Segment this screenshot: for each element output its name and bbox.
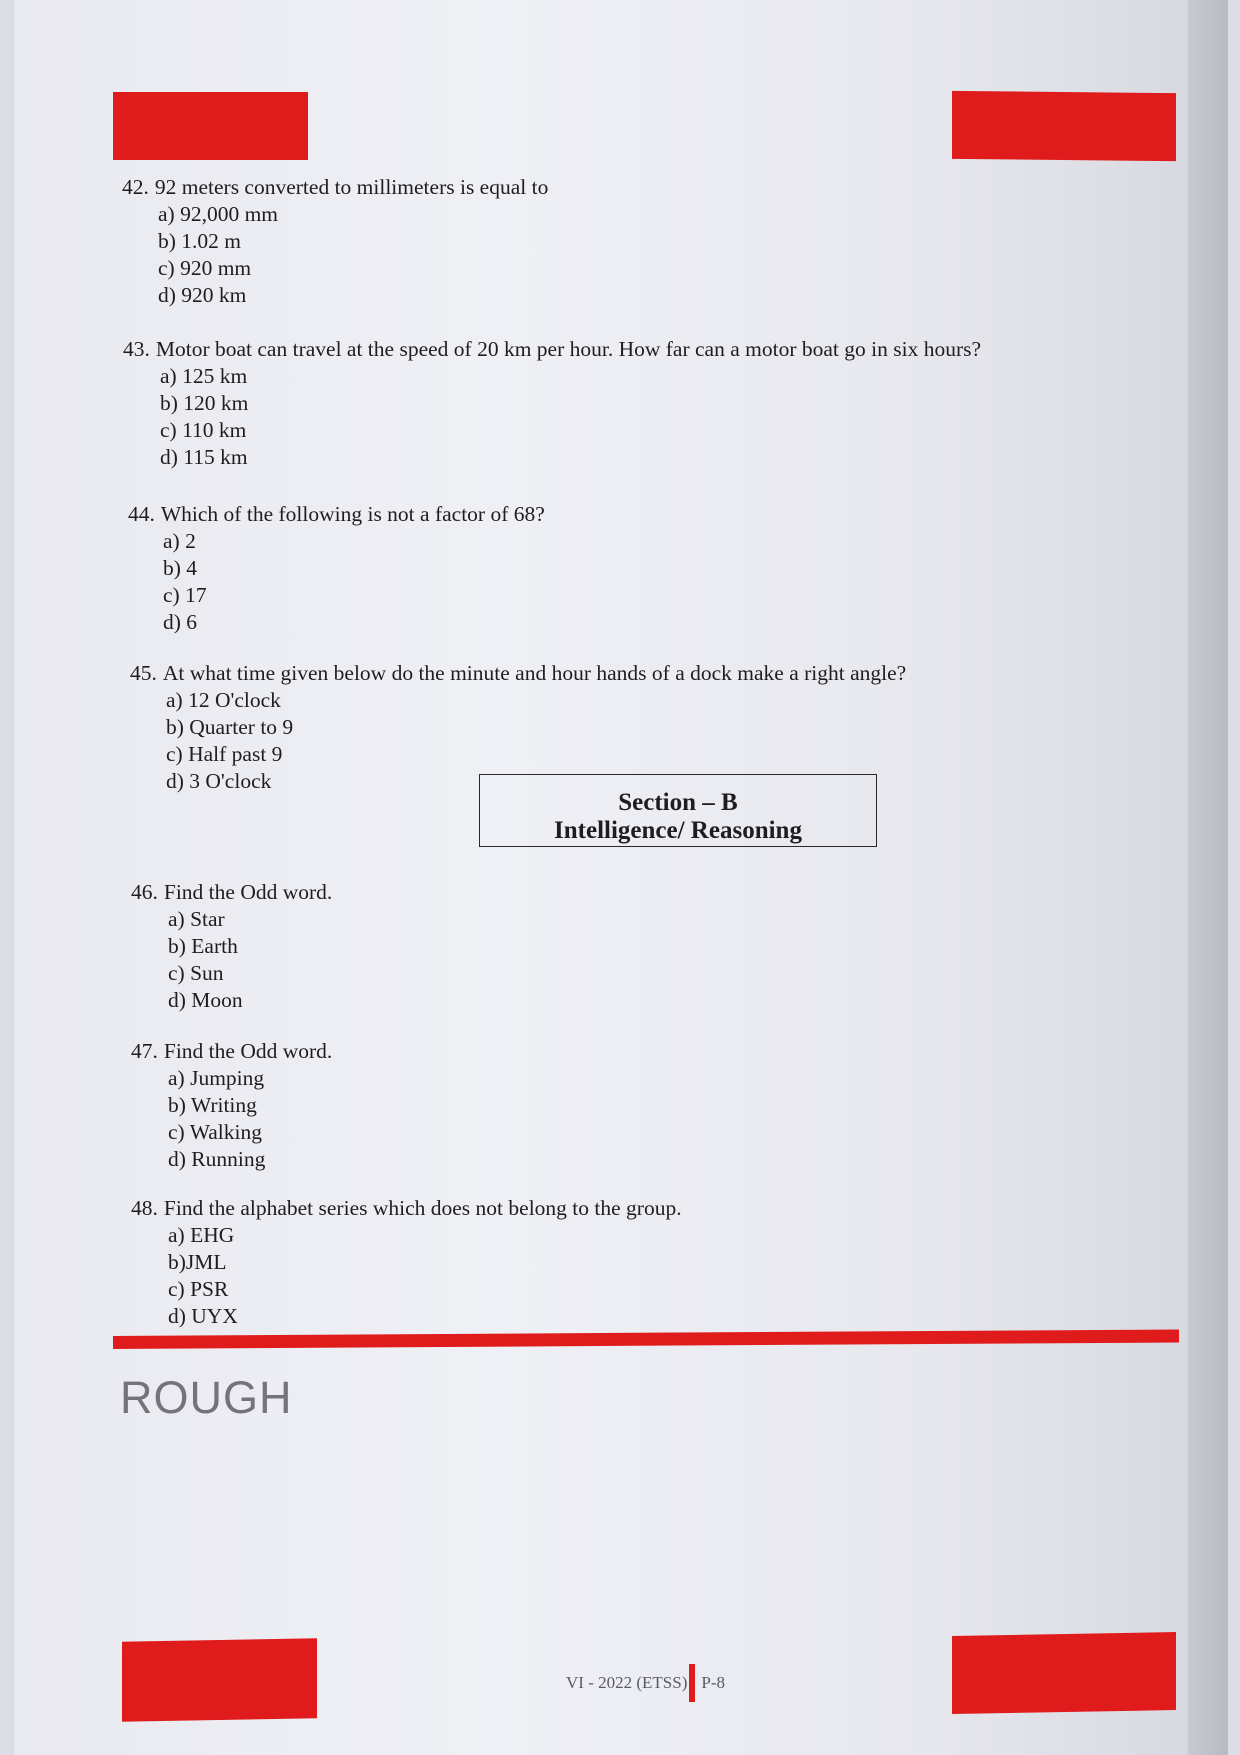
option-c[interactable]: c) Half past 9 bbox=[166, 742, 283, 766]
question-number: 44. bbox=[128, 502, 155, 526]
question-text bbox=[128, 501, 545, 528]
question-text bbox=[123, 336, 981, 363]
question-48 bbox=[131, 1195, 682, 1330]
paper-code: VI - 2022 (ETSS) bbox=[566, 1673, 688, 1692]
option-d[interactable]: d) 115 km bbox=[160, 445, 248, 469]
section-title: Section – B bbox=[618, 789, 738, 816]
option-c[interactable]: c) 920 mm bbox=[158, 256, 252, 280]
option-a[interactable]: a) 2 bbox=[163, 529, 196, 553]
question-number: 46. bbox=[131, 880, 158, 904]
option-b[interactable]: b) 1.02 m bbox=[158, 229, 242, 253]
option-b[interactable]: b)JML bbox=[168, 1250, 227, 1274]
question-stem: Find the Odd word. bbox=[163, 880, 333, 904]
options-list bbox=[168, 1222, 682, 1330]
option-d[interactable]: d) Running bbox=[168, 1147, 266, 1171]
option-b[interactable]: b) 4 bbox=[163, 556, 198, 580]
section-heading-box bbox=[479, 774, 877, 847]
question-stem: At what time given below do the minute and hour hands of a dock make a right angle? bbox=[162, 661, 907, 685]
option-a[interactable]: a) 125 km bbox=[160, 364, 248, 388]
option-a[interactable]: a) Star bbox=[168, 907, 225, 931]
red-divider-rule bbox=[113, 1329, 1179, 1349]
rough-work-label: ROUGH bbox=[120, 1372, 293, 1423]
option-d[interactable]: d) UYX bbox=[168, 1304, 238, 1328]
question-stem: 92 meters converted to millimeters is equal to bbox=[154, 175, 549, 199]
option-b[interactable]: b) Writing bbox=[168, 1093, 257, 1117]
options-list bbox=[168, 906, 332, 1014]
option-a[interactable]: a) Jumping bbox=[168, 1066, 265, 1090]
option-b[interactable]: b) 120 km bbox=[160, 391, 249, 415]
option-a[interactable]: a) EHG bbox=[168, 1223, 235, 1247]
option-c[interactable]: c) Sun bbox=[168, 961, 224, 985]
question-text bbox=[131, 1195, 682, 1222]
option-d[interactable]: d) 920 km bbox=[158, 283, 247, 307]
options-list bbox=[158, 201, 548, 309]
question-text bbox=[131, 879, 332, 906]
question-number: 42. bbox=[122, 175, 149, 199]
options-list bbox=[160, 363, 981, 471]
question-number: 47. bbox=[131, 1039, 158, 1063]
option-d[interactable]: d) 6 bbox=[163, 610, 198, 634]
option-d[interactable]: d) 3 O'clock bbox=[166, 769, 272, 793]
question-46 bbox=[131, 879, 332, 1014]
question-stem: Which of the following is not a factor of 68? bbox=[160, 502, 545, 526]
option-c[interactable]: c) Walking bbox=[168, 1120, 262, 1144]
question-stem: Find the Odd word. bbox=[163, 1039, 333, 1063]
option-d[interactable]: d) Moon bbox=[168, 988, 243, 1012]
option-c[interactable]: c) PSR bbox=[168, 1277, 229, 1301]
question-text bbox=[130, 660, 906, 687]
question-47 bbox=[131, 1038, 332, 1173]
question-text bbox=[131, 1038, 332, 1065]
question-44 bbox=[128, 501, 545, 636]
option-a[interactable]: a) 92,000 mm bbox=[158, 202, 279, 226]
page-footer bbox=[566, 1664, 725, 1702]
option-c[interactable]: c) 110 km bbox=[160, 418, 247, 442]
question-number: 45. bbox=[130, 661, 157, 685]
options-list bbox=[163, 528, 545, 636]
option-a[interactable]: a) 12 O'clock bbox=[166, 688, 281, 712]
section-subtitle: Intelligence/ Reasoning bbox=[554, 817, 802, 844]
question-text bbox=[122, 174, 548, 201]
options-list bbox=[168, 1065, 332, 1173]
option-b[interactable]: b) Earth bbox=[168, 934, 238, 958]
option-c[interactable]: c) 17 bbox=[163, 583, 207, 607]
question-42 bbox=[122, 174, 548, 309]
question-stem: Motor boat can travel at the speed of 20 km per hour. How far can a motor boat go in six hours? bbox=[155, 337, 982, 361]
question-43 bbox=[123, 336, 981, 471]
footer-red-separator bbox=[689, 1664, 695, 1702]
question-number: 43. bbox=[123, 337, 150, 361]
question-stem: Find the alphabet series which does not belong to the group. bbox=[163, 1196, 682, 1220]
question-number: 48. bbox=[131, 1196, 158, 1220]
page-number: P-8 bbox=[701, 1673, 725, 1692]
option-b[interactable]: b) Quarter to 9 bbox=[166, 715, 294, 739]
